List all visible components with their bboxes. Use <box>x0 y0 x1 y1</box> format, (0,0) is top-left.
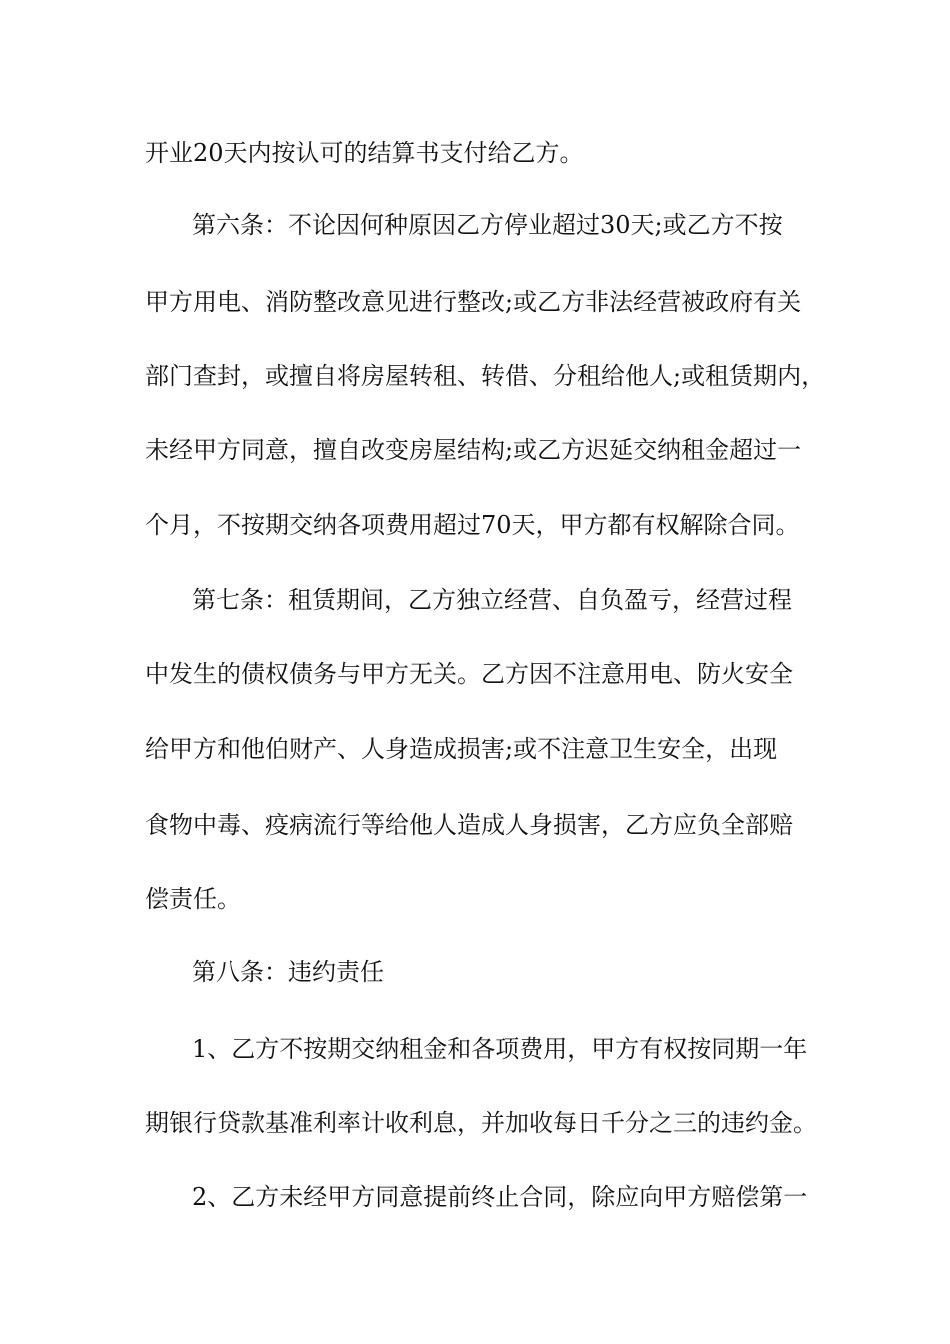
text-line: 部门查封，或擅自将房屋转租、转借、分租给他人;或租赁期内， <box>145 362 826 390</box>
text-line: 第八条：违约责任 <box>192 958 384 986</box>
text-line: 开业20天内按认可的结算书支付给乙方。 <box>145 139 584 167</box>
text-line: 第六条：不论因何种原因乙方停业超过30天;或乙方不按 <box>192 211 783 239</box>
text-line: 期银行贷款基准利率计收利息，并加收每日千分之三的违约金。 <box>145 1109 817 1137</box>
text-line: 第七条：租赁期间，乙方独立经营、自负盈亏，经营过程 <box>192 586 792 614</box>
text-line: 给甲方和他伯财产、人身造成损害;或不注意卫生安全，出现 <box>145 735 778 763</box>
text-line: 2、乙方未经甲方同意提前终止合同，除应向甲方赔偿第一 <box>192 1183 808 1211</box>
text-line: 未经甲方同意，擅自改变房屋结构;或乙方迟延交纳租金超过一 <box>145 436 802 464</box>
text-line: 中发生的债权债务与甲方无关。乙方因不注意用电、防火安全 <box>145 660 793 688</box>
text-line: 食物中毒、疫病流行等给他人造成人身损害，乙方应负全部赔 <box>145 811 793 839</box>
text-line: 偿责任。 <box>145 885 241 913</box>
text-line: 甲方用电、消防整改意见进行整改;或乙方非法经营被政府有关 <box>145 288 802 316</box>
text-line: 个月，不按期交纳各项费用超过70天，甲方都有权解除合同。 <box>145 511 800 539</box>
text-line: 1、乙方不按期交纳租金和各项费用，甲方有权按同期一年 <box>192 1035 808 1063</box>
